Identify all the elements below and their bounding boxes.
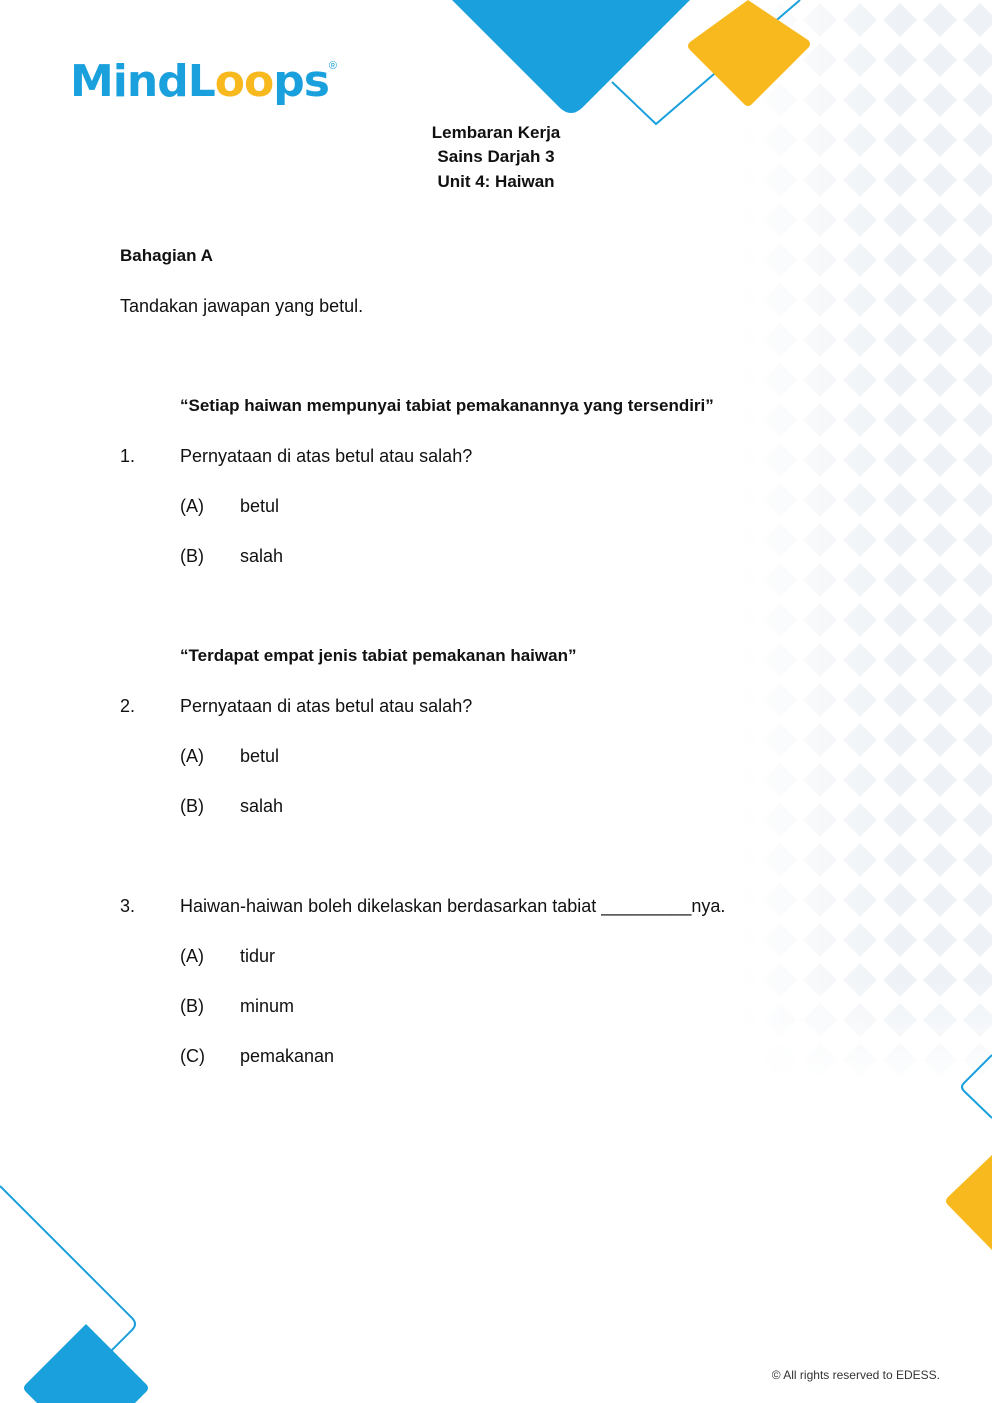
q2-option-b-label[interactable]: (B): [180, 796, 204, 816]
q3-option-b-label[interactable]: (B): [180, 996, 204, 1016]
subject-grade: Sains Darjah 3: [437, 147, 555, 166]
q1-option-b-label[interactable]: (B): [180, 546, 204, 566]
section-title: Bahagian A: [120, 246, 213, 265]
mindloops-logo: [70, 54, 337, 110]
question-3-text: Haiwan-haiwan boleh dikelaskan berdasarkan tabiat _________nya.: [180, 896, 726, 916]
question-1-statement: “Setiap haiwan mempunyai tabiat pemakanannya yang tersendiri”: [180, 396, 714, 415]
section-instruction: Tandakan jawapan yang betul.: [120, 296, 364, 316]
bottom-left-blue-diamond: [24, 1324, 148, 1403]
q2-option-b-text[interactable]: salah: [240, 796, 284, 816]
q3-option-c-text[interactable]: pemakanan: [240, 1046, 335, 1066]
q2-option-a-label[interactable]: (A): [180, 746, 204, 766]
question-2-text: Pernyataan di atas betul atau salah?: [180, 696, 473, 716]
q1-option-a-text[interactable]: betul: [240, 496, 280, 516]
q3-option-a-text[interactable]: tidur: [240, 946, 276, 966]
logo-text: MindLoops: [70, 56, 329, 107]
worksheet-title: Lembaran Kerja: [431, 123, 561, 142]
q3-option-b-text[interactable]: minum: [240, 996, 295, 1016]
q1-option-a-label[interactable]: (A): [180, 496, 204, 516]
question-3-number: 3.: [120, 896, 136, 916]
q2-option-a-text[interactable]: betul: [240, 746, 280, 766]
copyright-footer: © All rights reserved to EDESS.: [771, 1368, 940, 1382]
right-yellow-diamond: [946, 1155, 992, 1250]
logo-loop-icon: oo: [214, 56, 274, 107]
question-2-number: 2.: [120, 696, 136, 716]
top-blue-shape: [452, 0, 690, 113]
question-1-number: 1.: [120, 446, 136, 466]
q3-option-a-label[interactable]: (A): [180, 946, 204, 966]
question-2-statement: “Terdapat empat jenis tabiat pemakanan haiwan”: [180, 646, 577, 665]
question-1-text: Pernyataan di atas betul atau salah?: [180, 446, 473, 466]
unit-title: Unit 4: Haiwan: [437, 172, 555, 191]
registered-mark: ®: [328, 60, 337, 72]
q1-option-b-text[interactable]: salah: [240, 546, 284, 566]
q3-option-c-label[interactable]: (C): [180, 1046, 205, 1066]
